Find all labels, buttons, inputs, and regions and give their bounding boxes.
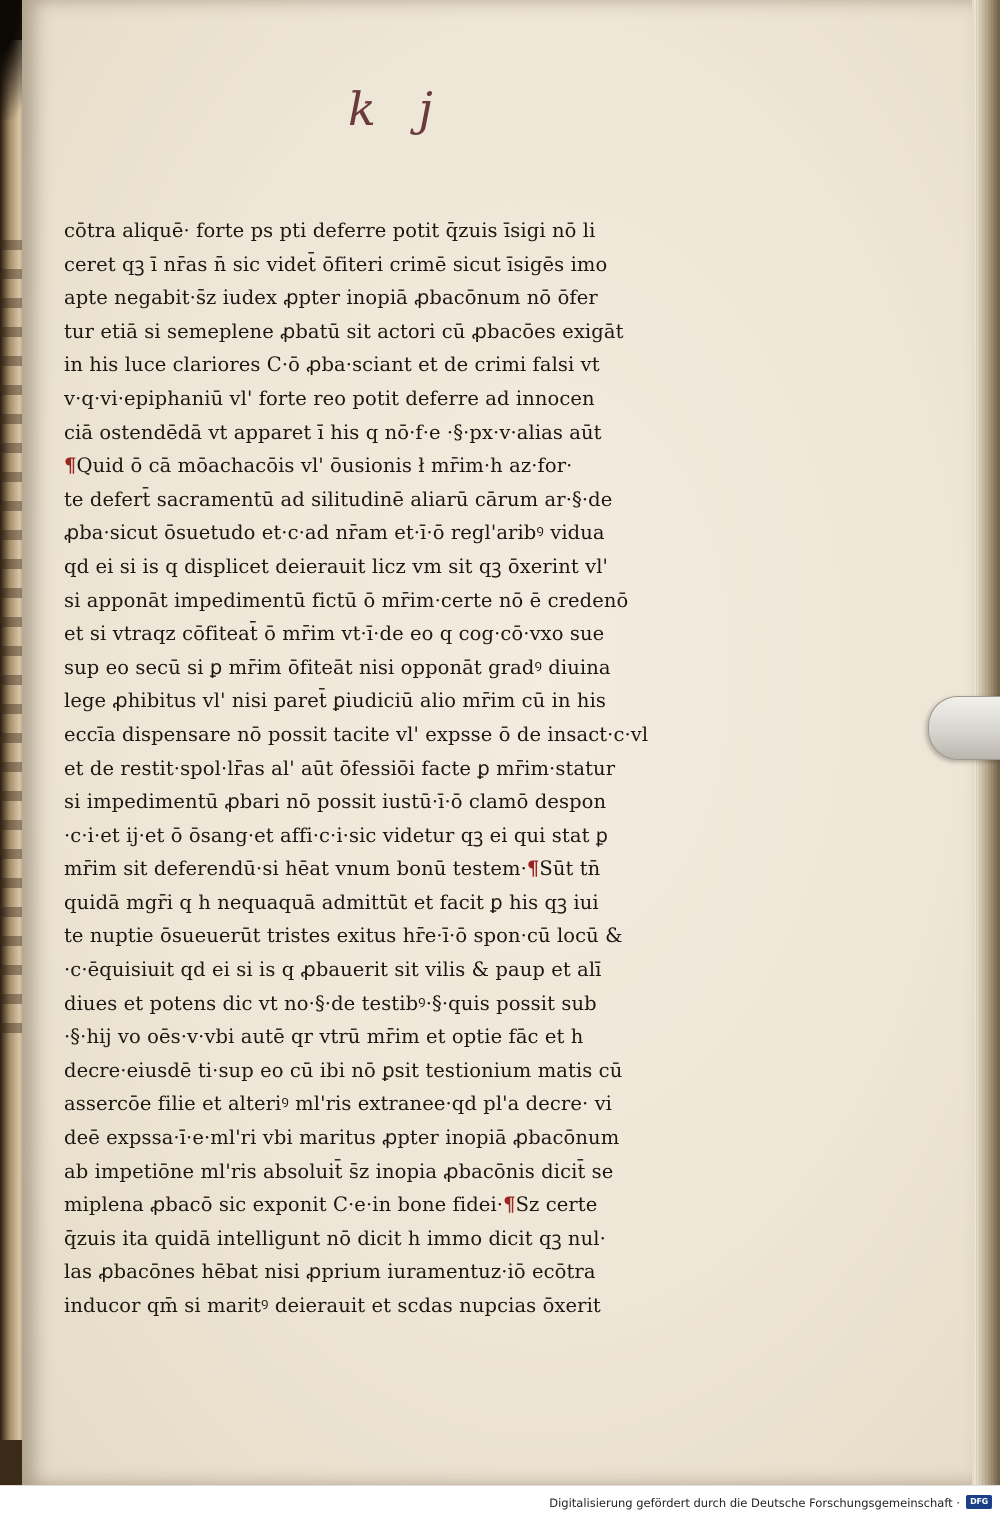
footer-credit: Digitalisierung gefördert durch die Deutsche Forschungsgemeinschaft ·	[549, 1496, 960, 1510]
line-text: sup eo secū si ꝑ mr̄im ōfiteāt nisi opponāt gradꝰ diuina	[64, 655, 611, 679]
text-line	[64, 651, 710, 685]
line-text: mr̄im sit deferendū·si hēat vnum bonū testem·	[64, 857, 527, 881]
line-text: cōtra aliquē· forte ps pti deferre potit q̄zuis īsigi nō li	[64, 219, 596, 242]
line-text: ·§·hij vo oēs·v·vbi autē qr vtrū mr̄im et optie fāc et h	[64, 1025, 584, 1049]
text-line	[64, 550, 710, 584]
line-text: ·c·i·et ij·et ō ōsang·et affi·c·i·sic videtur qꝫ ei qui stat ꝑ	[64, 823, 608, 847]
text-line	[64, 886, 710, 920]
text-line	[64, 1020, 710, 1054]
text-line	[64, 382, 710, 416]
line-text: q̄zuis ita quidā intelligunt nō dicit h immo dicit qꝫ nul·	[64, 1226, 606, 1250]
recto-page	[22, 0, 972, 1485]
line-text: diues et potens dic vt no·§·de testibꝰ·§·quis possit sub	[64, 991, 597, 1015]
text-line	[64, 1222, 710, 1256]
text-line	[64, 315, 710, 349]
text-line	[64, 516, 710, 550]
paragraph-mark: ¶	[503, 1193, 516, 1217]
page-clip	[928, 696, 1000, 760]
line-text: quidā mgr̄i q h nequaquā admittūt et facit ꝑ his qꝫ iui	[64, 890, 599, 914]
line-text: te defert̄ sacramentū ad silitudinē aliarū cārum ar·§·de	[64, 487, 613, 511]
line-text: ·c·ēquisiuit qd ei si is q ꝓbauerit sit vilis & paup et alī	[64, 958, 602, 982]
text-line	[64, 281, 710, 315]
line-text: ab impetiōne ml'ris absoluit̄ s̄z inopia ꝓbacōnis dicit̄ se	[64, 1159, 614, 1183]
line-text: eccīa dispensare nō possit tacite vl' expsse ō de insact·c·vl	[64, 722, 649, 746]
text-line	[64, 1155, 710, 1189]
line-text: ceret qꝫ ī nr̄as n̄ sic videt̄ ōfiteri crimē sicut īsigēs imo	[64, 252, 608, 276]
line-text: decre·eiusdē ti·sup eo cū ibi nō ꝑsit testionium matis cū	[64, 1058, 623, 1082]
line-text: tur etiā si semeplene ꝓbatū sit actori cū ꝓbacōes exigāt	[64, 319, 624, 343]
text-block	[64, 214, 710, 1323]
text-line	[64, 752, 710, 786]
text-line	[64, 1188, 710, 1222]
text-line	[64, 819, 710, 853]
text-line	[64, 1054, 710, 1088]
line-text: deē expssa·ī·e·ml'ri vbi maritus ꝓpter inopiā ꝓbacōnum	[64, 1126, 620, 1150]
line-text: Sz certe	[515, 1193, 598, 1217]
line-text: qd ei si is q displicet deierauit licz vm sit qꝫ ōxerint vl'	[64, 554, 608, 578]
text-line	[64, 416, 710, 450]
line-text: te nuptie ōsueuerūt tristes exitus hr̄e·ī·ō spon·cū locū &	[64, 924, 623, 948]
line-text: miplena ꝓbacō sic exponit C·e·in bone fidei·	[64, 1193, 504, 1217]
line-text: assercōe filie et alteriꝰ ml'ris extranee·qd pl'a decre· vi	[64, 1092, 613, 1116]
text-line	[64, 483, 710, 517]
text-line	[64, 718, 710, 752]
text-line	[64, 1255, 710, 1289]
text-line	[64, 584, 710, 618]
text-line	[64, 248, 710, 282]
text-line	[64, 348, 710, 382]
line-text: inducor qm̄ si maritꝰ deierauit et scdas nupcias ōxerit	[64, 1294, 601, 1317]
line-text: et de restit·spol·lr̄as al' aūt ōfessiōi facte ꝑ mr̄im·statur	[64, 756, 616, 780]
text-line	[64, 953, 710, 987]
folio-mark: k j	[348, 82, 447, 136]
line-text: si impedimentū ꝓbari nō possit iustū·ī·ō clamō despon	[64, 790, 607, 814]
line-text: las ꝓbacōnes hēbat nisi ꝓprium iuramentuz·iō ecōtra	[64, 1260, 596, 1284]
text-line	[64, 617, 710, 651]
paragraph-mark: ¶	[64, 454, 77, 478]
line-text: in his luce clariores C·ō ꝓba·sciant et de crimi falsi vt	[64, 353, 600, 377]
text-line	[64, 1121, 710, 1155]
paragraph-mark: ¶	[526, 857, 540, 881]
line-text: Quid ō cā mōachacōis vl' ōusionis ł mr̄im·h az·for·	[76, 454, 573, 478]
text-line	[64, 449, 710, 483]
line-text: ciā ostendēdā vt apparet ī his q nō·f·e ·§·px·v·alias aūt	[64, 420, 602, 444]
text-line	[64, 919, 710, 953]
line-text: v·q·vi·epiphaniū vl' forte reo potit deferre ad innocen	[64, 386, 595, 410]
text-line	[64, 214, 710, 248]
text-line	[64, 785, 710, 819]
text-line	[64, 987, 710, 1021]
line-text: apte negabit·s̄z iudex ꝓpter inopiā ꝓbacōnum nō ōfer	[64, 286, 598, 310]
footer-bar	[0, 1485, 1000, 1520]
line-text: ꝓba·sicut ōsuetudo et·c·ad nr̄am et·ī·ō regl'aribꝰ vidua	[64, 521, 605, 545]
previous-page-text-fragment	[2, 240, 24, 1040]
dfg-logo-icon: DFG	[966, 1495, 992, 1509]
text-line	[64, 684, 710, 718]
text-line	[64, 852, 710, 886]
line-text: et si vtraqz cōfiteat̄ ō mr̄im vt·ī·de eo q cog·cō·vxo sue	[64, 622, 605, 646]
line-text: si apponāt impedimentū fictū ō mr̄im·certe nō ē credenō	[64, 588, 629, 612]
line-text: lege ꝓhibitus vl' nisi paret̄ ꝑiudiciū alio mr̄im cū in his	[64, 689, 607, 713]
text-line	[64, 1087, 710, 1121]
line-text: Sūt tn̄	[539, 857, 601, 881]
text-line	[64, 1289, 710, 1323]
